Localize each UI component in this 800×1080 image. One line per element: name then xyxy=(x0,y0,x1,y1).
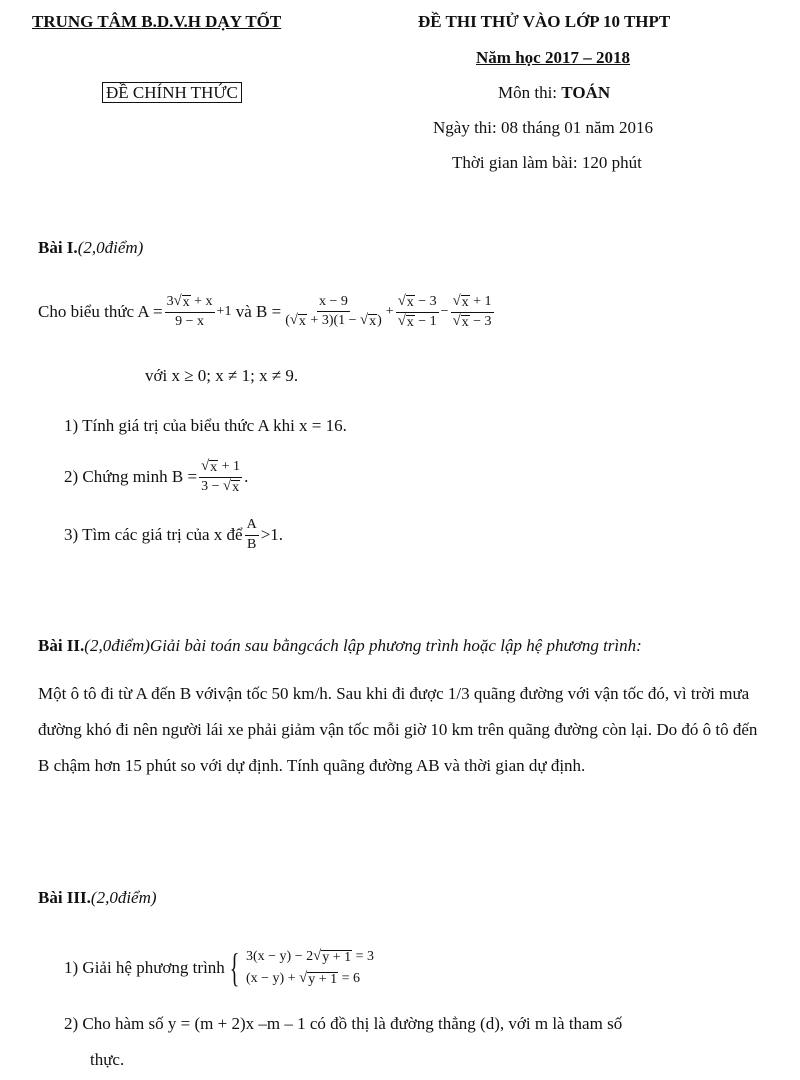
bai1-q3: 3) Tìm các giá trị của x để xyxy=(64,525,243,544)
bai3-q2: 2) Cho hàm số y = (m + 2)x –m – 1 có đồ thị là đường thẳng (d), với m là tham số xyxy=(64,1014,623,1033)
bai3-q1-line xyxy=(64,940,374,996)
bai3-title: Bài III. xyxy=(38,888,91,907)
school-year: Năm học 2017 – 2018 xyxy=(476,48,630,67)
subject-line xyxy=(498,83,610,103)
official-box: ĐỀ CHÍNH THỨC xyxy=(102,82,242,103)
fraction-b3: √ x + 1 √ x − 3 xyxy=(452,292,492,330)
bai2-points: (2,0điểm) xyxy=(84,636,150,655)
bai1-q2-line: 2) Chứng minh B = √ x + 1 3 − √ x . xyxy=(64,457,249,495)
bai2-title: Bài II. xyxy=(38,636,85,655)
equation-system: { 3(x − y) − 2 √ y + 1 = 3 (x − y) + √ y + 1 = 6 xyxy=(229,945,374,990)
bai1-condition: với x ≥ 0; x ≠ 1; x ≠ 9. xyxy=(145,366,299,385)
bai1-points: (2,0điểm) xyxy=(77,238,144,257)
bai1-expression: Cho biểu thức A = 3 √ x + x 9 − x +1 và B = x − 9 ( √ x + 3)(1 − √ x ) + √ x − 3 √ x − 1 − √ x + 1 √ x − 3 xyxy=(38,292,492,330)
exam-date: Ngày thi: 08 tháng 01 năm 2016 xyxy=(433,118,654,137)
bai1-heading xyxy=(38,238,143,258)
bai1-title: Bài I. xyxy=(38,238,78,257)
fraction-a: 3 √ x + x 9 − x xyxy=(166,293,213,329)
exam-title: ĐỀ THI THỬ VÀO LỚP 10 THPT xyxy=(418,12,671,31)
subject-label: Môn thi: xyxy=(498,83,562,102)
bai2-problem: Một ô tô đi từ A đến B vớivận tốc 50 km/h. Sau khi đi được 1/3 quãng đường với vận tốc đó, vì trời mưa đường khó đi nên người lái xe phải giảm vận tốc mỗi giờ 10 km trên quãng đường còn lại. Do đó ô tô đến B chậm hơn 15 phút so với dự định. Tính quãng đường AB và thời gian dự định. xyxy=(38,684,758,775)
bai3-heading xyxy=(38,888,157,908)
exam-duration: Thời gian làm bài: 120 phút xyxy=(452,153,642,172)
fraction-b2: √ x − 3 √ x − 1 xyxy=(397,292,437,330)
fraction-b1: x − 9 ( √ x + 3)(1 − √ x ) xyxy=(285,294,382,330)
bai2-heading xyxy=(38,636,642,656)
fraction-q3: $\frac{A}{B}$ xyxy=(246,517,257,552)
bai1-q3-line xyxy=(64,512,283,558)
center-name: TRUNG TÂM B.D.V.H DẠY TỐT xyxy=(32,12,282,31)
bai3-q2-cont: thực. xyxy=(90,1050,125,1069)
bai3-points: (2,0điểm) xyxy=(90,888,157,907)
bai1-q3-tail: >1. xyxy=(260,525,284,544)
bai2-instruction: Giải bài toán sau bằngcách lập phương trình hoặc lập hệ phương trình: xyxy=(149,636,642,655)
equation-1: 3(x − y) − 2 √ y + 1 = 3 xyxy=(246,948,374,966)
bai1-q2: 2) Chứng minh B = xyxy=(64,467,198,486)
subject-name: TOÁN xyxy=(561,83,611,102)
fraction-q2: √ x + 1 3 − √ x xyxy=(201,457,241,495)
bai1-q1: 1) Tính giá trị của biểu thức A khi x = 16. xyxy=(64,416,347,435)
official-label xyxy=(102,83,242,103)
bai3-q1: 1) Giải hệ phương trình xyxy=(64,958,225,977)
bai1-intro: Cho biểu thức A = xyxy=(38,302,163,321)
bai1-and-b: và B = xyxy=(235,302,282,321)
equation-2: (x − y) + √ y + 1 = 6 xyxy=(246,970,360,987)
